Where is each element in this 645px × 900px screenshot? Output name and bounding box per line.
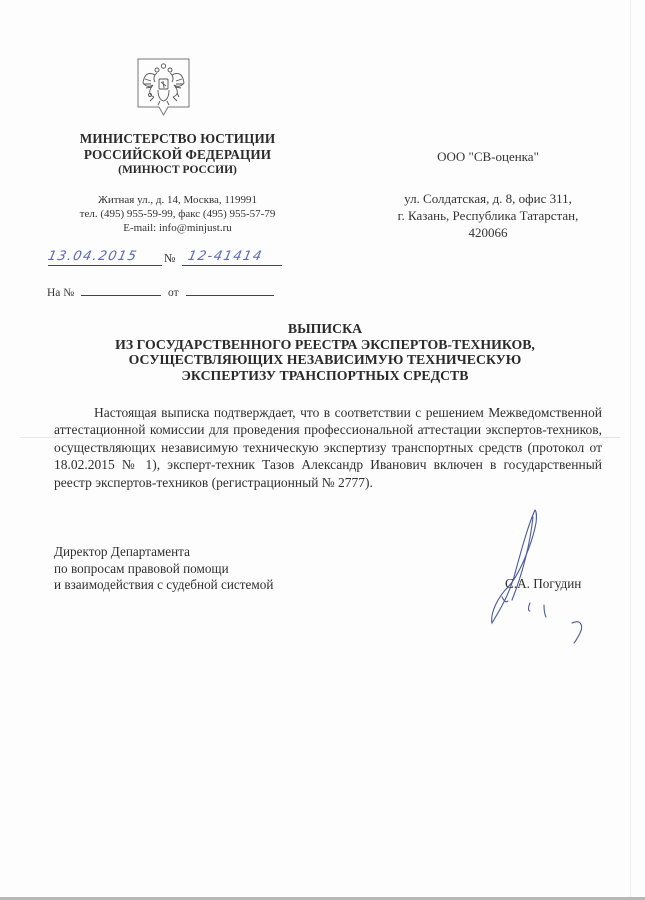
document-title bbox=[90, 321, 560, 383]
outgoing-date-field bbox=[48, 249, 162, 266]
outgoing-number: 12-41414 bbox=[186, 249, 265, 264]
outgoing-date: 13.04.2015 bbox=[46, 249, 140, 264]
incoming-number-label: На № bbox=[47, 287, 75, 299]
recipient-address-line2: г. Казань, Республика Татарстан, bbox=[397, 208, 579, 223]
ministry-phones: тел. (495) 955-59-99, факс (495) 955-57-79 bbox=[79, 208, 276, 220]
incoming-reference bbox=[47, 285, 274, 299]
incoming-number-blank bbox=[81, 285, 161, 296]
recipient-postcode: 420066 bbox=[468, 225, 508, 240]
incoming-from-label: от bbox=[168, 287, 179, 299]
paper-fold bbox=[630, 0, 631, 900]
coat-of-arms-icon bbox=[136, 57, 191, 123]
ministry-address: Житная ул., д. 14, Москва, 119991 bbox=[97, 194, 257, 206]
incoming-date-blank bbox=[186, 285, 274, 296]
title-line3: ОСУЩЕСТВЛЯЮЩИХ НЕЗАВИСИМУЮ ТЕХНИЧЕСКУЮ bbox=[128, 352, 522, 367]
ministry-name-line1: МИНИСТЕРСТВО ЮСТИЦИИ bbox=[79, 131, 276, 146]
ministry-email: E-mail: info@minjust.ru bbox=[123, 222, 232, 234]
position-line3: и взаимодействия с судебной системой bbox=[54, 577, 274, 592]
recipient-address bbox=[368, 190, 608, 241]
outgoing-number-field bbox=[182, 249, 282, 266]
position-line2: по вопросам правовой помощи bbox=[54, 560, 229, 576]
title-line4: ЭКСПЕРТИЗУ ТРАНСПОРТНЫХ СРЕДСТВ bbox=[181, 367, 469, 383]
ministry-header bbox=[40, 131, 315, 178]
title-line1: ВЫПИСКА bbox=[287, 321, 363, 336]
ministry-name-line2: РОССИЙСКОЙ ФЕДЕРАЦИИ bbox=[83, 147, 272, 162]
recipient-name: ООО "СВ-оценка" bbox=[437, 149, 539, 164]
title-line2: ИЗ ГОСУДАРСТВЕННОГО РЕЕСТРА ЭКСПЕРТОВ-ТЕХНИКОВ, bbox=[115, 336, 535, 352]
ministry-short-name: (МИНЮСТ РОССИИ) bbox=[118, 164, 237, 176]
outgoing-number-label: № bbox=[164, 251, 176, 265]
outgoing-reference bbox=[46, 249, 286, 269]
signer-name: С.А. Погудин bbox=[505, 576, 582, 591]
signatory-position bbox=[54, 544, 273, 594]
recipient-address-line1: ул. Солдатская, д. 8, офис 311, bbox=[404, 191, 572, 206]
handwritten-signature-icon bbox=[470, 505, 600, 645]
body-paragraph: Настоящая выписка подтверждает, что в соответствии с решением Межведомственной аттестационной комиссии для проведения профессиональной аттестации экспертов-техников, осуществляющих независимую техническую экспертизу транспортных средств (протокол от 18.02.2015 № 1), эксперт-техник Тазов Александр Иванович включен в государственный реестр экспертов-техников (регистрационный № 2777). bbox=[54, 405, 602, 490]
position-line1: Директор Департамента bbox=[54, 544, 190, 559]
ministry-contacts bbox=[40, 193, 315, 235]
